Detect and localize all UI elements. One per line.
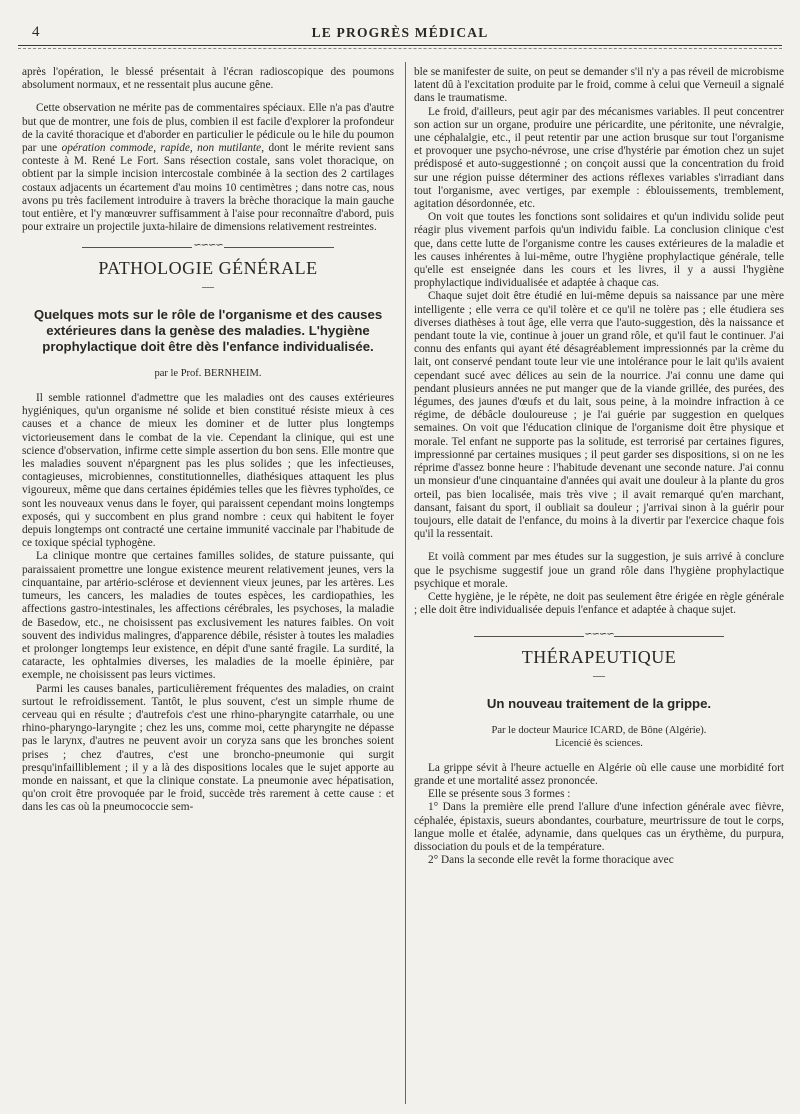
- comment-text-b: , dont le mérite revient sans conteste à M. René Le Fort. Sans résection costale, sans volet thoracique, on obtient par la simple incision intercostale combinée à la section des 2 cartilages costaux adjacents un écartement d'au moins 10 centimètres ; dans notre cas, nous avons pu très facilement introduire à travers la brèche thoracique la main gauche tout entière, et l'y manœuvrer suffisamment à l'aise pour reconnaître d'abord, puis pour extraire un projectile juxta-hilaire de dimensions relativement restreintes.: [22, 142, 394, 234]
- article-byline: Par le docteur Maurice ICARD, de Bône (Algérie).: [491, 724, 707, 736]
- section-heading-therapeutique: THÉRAPEUTIQUE: [521, 647, 677, 668]
- ornament-divider: ∽∽∽∽: [22, 242, 394, 252]
- comment-paragraph: [22, 102, 394, 234]
- body-paragraph: Et voilà comment par mes études sur la suggestion, je suis arrivé à conclure que le psychisme suggestif joue un grand rôle dans l'hygiène prophylactique psychique et morale.: [414, 551, 784, 590]
- body-paragraph: La clinique montre que certaines familles solides, de stature puissante, qui paraissaient promettre une longue existence meurent relativement jeunes, vers la cinquantaine, par artério-sclérose et deviennent vieux jeunes, par les artères. Les tumeurs, les cancers, les maladies de toutes espèces, les cardiopathies, les affections gastro-intestinales, les affections cérébrales, les psychoses, la maladie de Basedow, etc., ne choisissent pas exclusivement les natures faibles. On voit souvent des individus malingres, d'apparence débile, résister à toutes les maladies et prolonger longtemps leur existence, en dépit d'une santé fragile. La surdité, la cataracte, les ophtalmies diverses, les maladies de la moelle épinière, par exemple, ne choisissent pas leurs victimes.: [22, 550, 394, 682]
- body-paragraph: On voit que toutes les fonctions sont solidaires et qu'un individu solide peut réagir plus vivement parfois qu'un individu faible. La conclusion clinique c'est que, dans cette lutte de l'organisme contre les causes extérieures de la maladie et les causes inhérentes à lui-même, outre l'hygiène prophylactique générale, telle qu'elle est enseignée dans les cours et les livres, il y a aussi l'hygiène prophylactique individualisée et adaptée à chaque cas.: [414, 211, 784, 290]
- article-title-grippe: Un nouveau traitement de la grippe.: [486, 695, 712, 711]
- article-title-bernheim: Quelques mots sur le rôle de l'organisme et des causes extérieures dans la genèse des maladies. L'hygiène prophylactique doit être dès l'enfance individualisée.: [33, 306, 383, 354]
- column-divider: [405, 62, 406, 1104]
- body-paragraph: Le froid, d'ailleurs, peut agir par des mécanismes variables. Il peut concentrer son action sur un organe, produire une péricardite, une péritonite, une névralgie, une céphalalgie, etc., il peut retentir par une action brusque sur tout l'organisme et provoquer une psycho-névrose, une crise d'hystérie par émotion chez un sujet prédisposé et auto-suggestionné ; on conçoit aussi que la concentration du froid sur une région puisse déterminer des actions réflexes variables s'irradiant dans tout l'organisme, avec vertiges, par exemple : éblouissements, tremblement, agitation désordonnée, etc.: [414, 105, 784, 211]
- page-header: [18, 24, 782, 42]
- page-number: 4: [32, 24, 40, 40]
- section-dash: —: [202, 278, 214, 293]
- header-rule-dashed: [18, 48, 782, 49]
- running-title: LE PROGRÈS MÉDICAL: [311, 25, 489, 40]
- body-paragraph: 2° Dans la seconde elle revêt la forme thoracique avec: [428, 854, 674, 867]
- body-paragraph: ble se manifester de suite, on peut se demander s'il n'y a pas réveil de microbisme latent dû à l'excitation produite par le froid, comme à celui que Verneuil a signalé dans le traumatisme.: [414, 66, 784, 105]
- header-rule: [18, 45, 782, 46]
- body-paragraph: Elle se présente sous 3 formes :: [428, 788, 571, 801]
- right-column: [414, 66, 784, 867]
- body-paragraph: Parmi les causes banales, particulièrement fréquentes des maladies, on craint surtout le refroidissement. Tantôt, le plus souvent, c'est un simple rhume de cerveau qui en résulte ; d'autrefois c'est une rhino-pharyngite catarrhale, ou une rhino-pharyngo-laryngite ; chez les uns, comme moi, cette pharyngite ne dépasse pas le larynx, d'autres ne peuvent avoir un coryza sans que les bronches soient prises ; chez d'autres, c'est une broncho-pneumonie qui surgit presqu'infailliblement ; il y a là des dispositions locales que le sujet apporte au monde en naissant, et que la clinique constate. La pneumonie avec hépatisation, qu'on croit être provoquée par le froid, succède très rarement à cette cause : et dans les cas où la pneumococcie sem-: [22, 682, 394, 814]
- body-paragraph: La grippe sévit à l'heure actuelle en Algérie où elle cause une morbidité fort grande et une mortalité assez prononcée.: [414, 761, 784, 787]
- body-paragraph: 1° Dans la première elle prend l'allure d'une infection générale avec fièvre, céphalée, épistaxis, sueurs abondantes, courbature, meurtrissure de tout le corps, langue molle et étalée, adynamie, dans quelques cas un érythème, du purpura, dissociation du pouls et de la température.: [414, 801, 784, 853]
- body-paragraph: Cette hygiène, je le répète, ne doit pas seulement être érigée en règle générale ; elle doit être individualisée depuis l'enfance et adaptée à chaque sujet.: [414, 590, 784, 617]
- comment-emphasis: opération commode, rapide, non mutilante: [61, 142, 262, 155]
- comment-text-a: Cette observation ne mérite pas de commentaires spéciaux. Elle n'a pas d'autre but que de montrer, une fois de plus, combien il est facile d'explorer la profondeur de la cavité thoracique et d'aborder en particulier le pédicule ou le hile du poumon par une: [22, 102, 394, 155]
- left-column: [22, 66, 394, 815]
- article-byline: par le Prof. BERNHEIM.: [154, 367, 262, 379]
- intro-paragraph: après l'opération, le blessé présentait à l'écran radioscopique des poumons absolument normaux, et ne ressentait plus aucune gêne.: [22, 66, 394, 92]
- ornament-divider: ∽∽∽∽: [414, 631, 784, 641]
- section-heading-pathologie: PATHOLOGIE GÉNÉRALE: [98, 258, 318, 279]
- article-byline-credentials: Licencié ès sciences.: [555, 737, 643, 749]
- section-dash: —: [593, 667, 605, 682]
- body-paragraph: Il semble rationnel d'admettre que les maladies ont des causes extérieures hygiéniques, qu'un organisme né solide et bien constitué résiste mieux à ces causes et a chance de mieux les dominer et de lutter plus longtemps victorieusement dans le combat de la vie. Cependant la clinique, qui est une science d'observation, infirme cette simple assertion du bon sens. Elle montre que les maladies souvent n'épargnent pas les plus solides ; que les infectieuses, contagieuses, microbiennes, constitutionnelles, diathésiques attaquent les plus vigoureux, même que dans certaines épidémies telles que les fièvres typhoïdes, ce sont les nouveaux venus dans le foyer, qui paraissent cependant moins longtemps exposés, qui y succombent en plus grand nombre : ceux qui habitent le foyer depuis longtemps ont contracté une certaine immunité vaccinale par l'habitude de ce toxique spécial typhogène.: [22, 392, 394, 550]
- body-paragraph: Chaque sujet doit être étudié en lui-même depuis sa naissance par une mère intelligente ; elle verra ce qu'il tolère et ce qu'il ne tolère pas ; elle étudiera ses diverses diathèses à tout âge, elle verra que l'auto-suggestion, dès la naissance et pendant toute la vie, continue à jouer un grand rôle, et qu'il faut le continuer. J'ai connu des enfants qui ayant été désagréablement impressionnés par la crème du lait, ont conservé pendant toute leur vie une intolérance pour le lait qu'ils avaient cependant sucé avec délices au sein de la nourrice. J'ai connu une dame qui pendant plusieurs années ne put manger que de la viande grillée, des purées, des légumes, des jaunes d'œufs et du lait, sous peine, à la moindre infraction à ce régime, de débâcle douloureuse ; je l'ai guérie par suggestion en quelques semaines. On voit que l'éducation clinique de l'organisme doit être physique et morale. Tel enfant ne supporte pas la solitude, est terrorisé par certaines figures, impressionné par certaines musiques ; il peut garder ses dispositions, si on ne les réprime d'assez bonne heure : l'habitude devenant une seconde nature. J'ai connu un monsieur d'une cinquantaine d'années qui avait une douleur à la plante du gros orteil, pas bien localisée, mais très vive ; il avait remarqué qu'en marchant, dansant, faisant du sport, il oubliait sa douleur ; j'arrivai sinon à la guérir pour toujours, elle datait de l'enfance, du moins à la divertir par l'exercice chaque fois qu'il la ressentait.: [414, 290, 784, 541]
